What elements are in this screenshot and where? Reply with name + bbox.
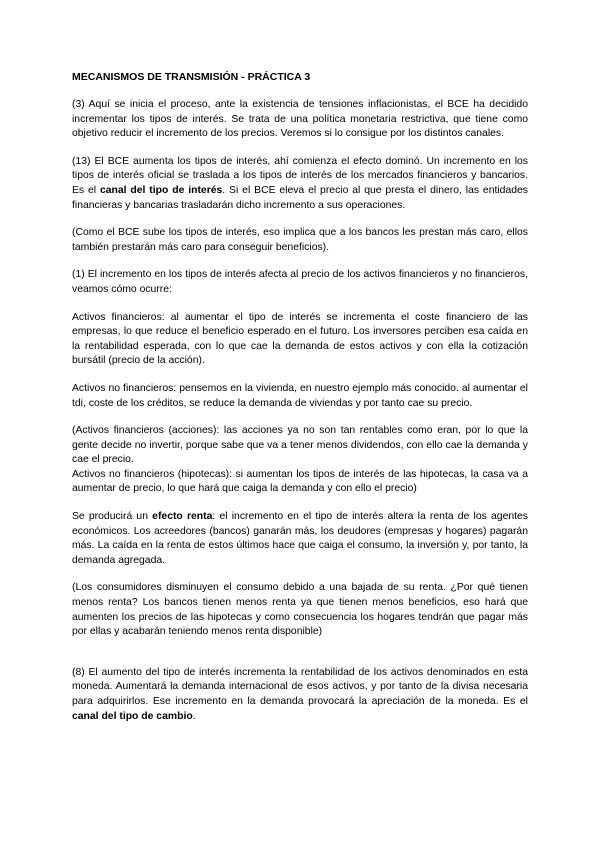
paragraph-non-financial-assets: Activos no financieros: pensemos en la vivienda, en nuestro ejemplo más conocido. al aumentar el tdi, coste de los créditos, se reduce la demanda de viviendas y por tanto cae su precio. [72, 382, 528, 409]
paragraph-exchange-rate-channel [72, 666, 528, 724]
bold-term-exchange-rate-channel: canal del tipo de cambio [72, 710, 193, 722]
paragraph-shares-note: (Activos financieros (acciones): las acciones ya no son tan rentables como eran, por lo que la gente decide no invertir, porque sabe que va a tener menos dividendos, con ello cae la demanda y cae el precio. [72, 425, 528, 466]
paragraph-financial-assets: Activos financieros: al aumentar el tipo de interés se incrementa el coste financiero de las empresas, lo que reduce el beneficio esperado en el futuro. Los inversores perciben esa caída en la rentabilidad esperada, con lo que cae la demanda de estos activos y con ella la cotización bursátil (precio de la acción). [72, 311, 528, 367]
bold-term-interest-rate-channel: canal del tipo de interés [99, 184, 223, 196]
paragraph-text: (8) El aumento del tipo de interés incrementa la rentabilidad de los activos denominados en esta moneda. Aumentará la demanda internacional de esos activos, y por tanto de la divisa necesaria para adquirirlos. Ese incremento en la demanda provocará la apreciación de la moneda. Es el [72, 666, 528, 707]
paragraph-text: . Si el BCE eleva el precio al que presta el dinero, las entidades financieras y bancarias trasladarán dicho incremento a sus operaciones. [72, 184, 528, 211]
paragraph-mortgages-note: Activos no financieros (hipotecas): si aumentan los tipos de interés de las hipotecas, la casa va a aumentar de precio, lo que hará que caiga la demanda y con ello el precio) [72, 468, 528, 495]
paragraph-text: (13) El BCE aumenta los tipos de interés, ahí comienza el efecto dominó. Un incremento en los tipos de interés oficial se traslada a los tipos de interés de los mercados financieros y bancarios. Es el [72, 155, 528, 196]
paragraph-text: Se producirá un [72, 511, 153, 523]
paragraph-consumer-note: (Los consumidores disminuyen el consumo debido a una bajada de su renta. ¿Por qué tienen menos renta? Los bancos tienen menos renta ya que tienen menos beneficios, eso hará que aumenten los precios de las hipotecas y como consecuencia los hogares tendrán que pagar más por ellas y acabarán teniendo menos renta disponible) [72, 582, 528, 638]
paragraph-text: : el incremento en el tipo de interés altera la renta de los agentes económicos. Los acreedores (bancos) ganarán más, los deudores (empresas y hogares) pagarán más. La caída en la renta de estos últimos hace que caiga el consumo, la inversión y, por tanto, la demanda agregada. [72, 511, 529, 566]
paragraph-interest-rate-channel [72, 155, 528, 213]
paragraph-text: . [192, 710, 196, 722]
paragraph-asset-prices: (1) El incremento en los tipos de interés afecta al precio de los activos financieros y no financieros, veamos cómo ocurre: [72, 269, 528, 295]
paragraph-income-effect [72, 510, 528, 568]
page-title: MECANISMOS DE TRANSMISIÓN - PRÁCTICA 3 [72, 71, 311, 83]
bold-term-income-effect: efecto renta [152, 511, 213, 523]
paragraph-inflation-start: (3) Aquí se inicia el proceso, ante la existencia de tensiones inflacionistas, el BCE ha decidido incrementar los tipos de interés. Se trata de una política monetaria restrictiva, que tiene como objetivo reducir el incremento de los precios. Veremos si lo consigue por los distintos canales. [72, 99, 528, 140]
paragraph-bank-note: (Como el BCE sube los tipos de interés, eso implica que a los bancos les prestan más caro, ellos también prestarán más caro para conseguir beneficios). [72, 227, 528, 253]
